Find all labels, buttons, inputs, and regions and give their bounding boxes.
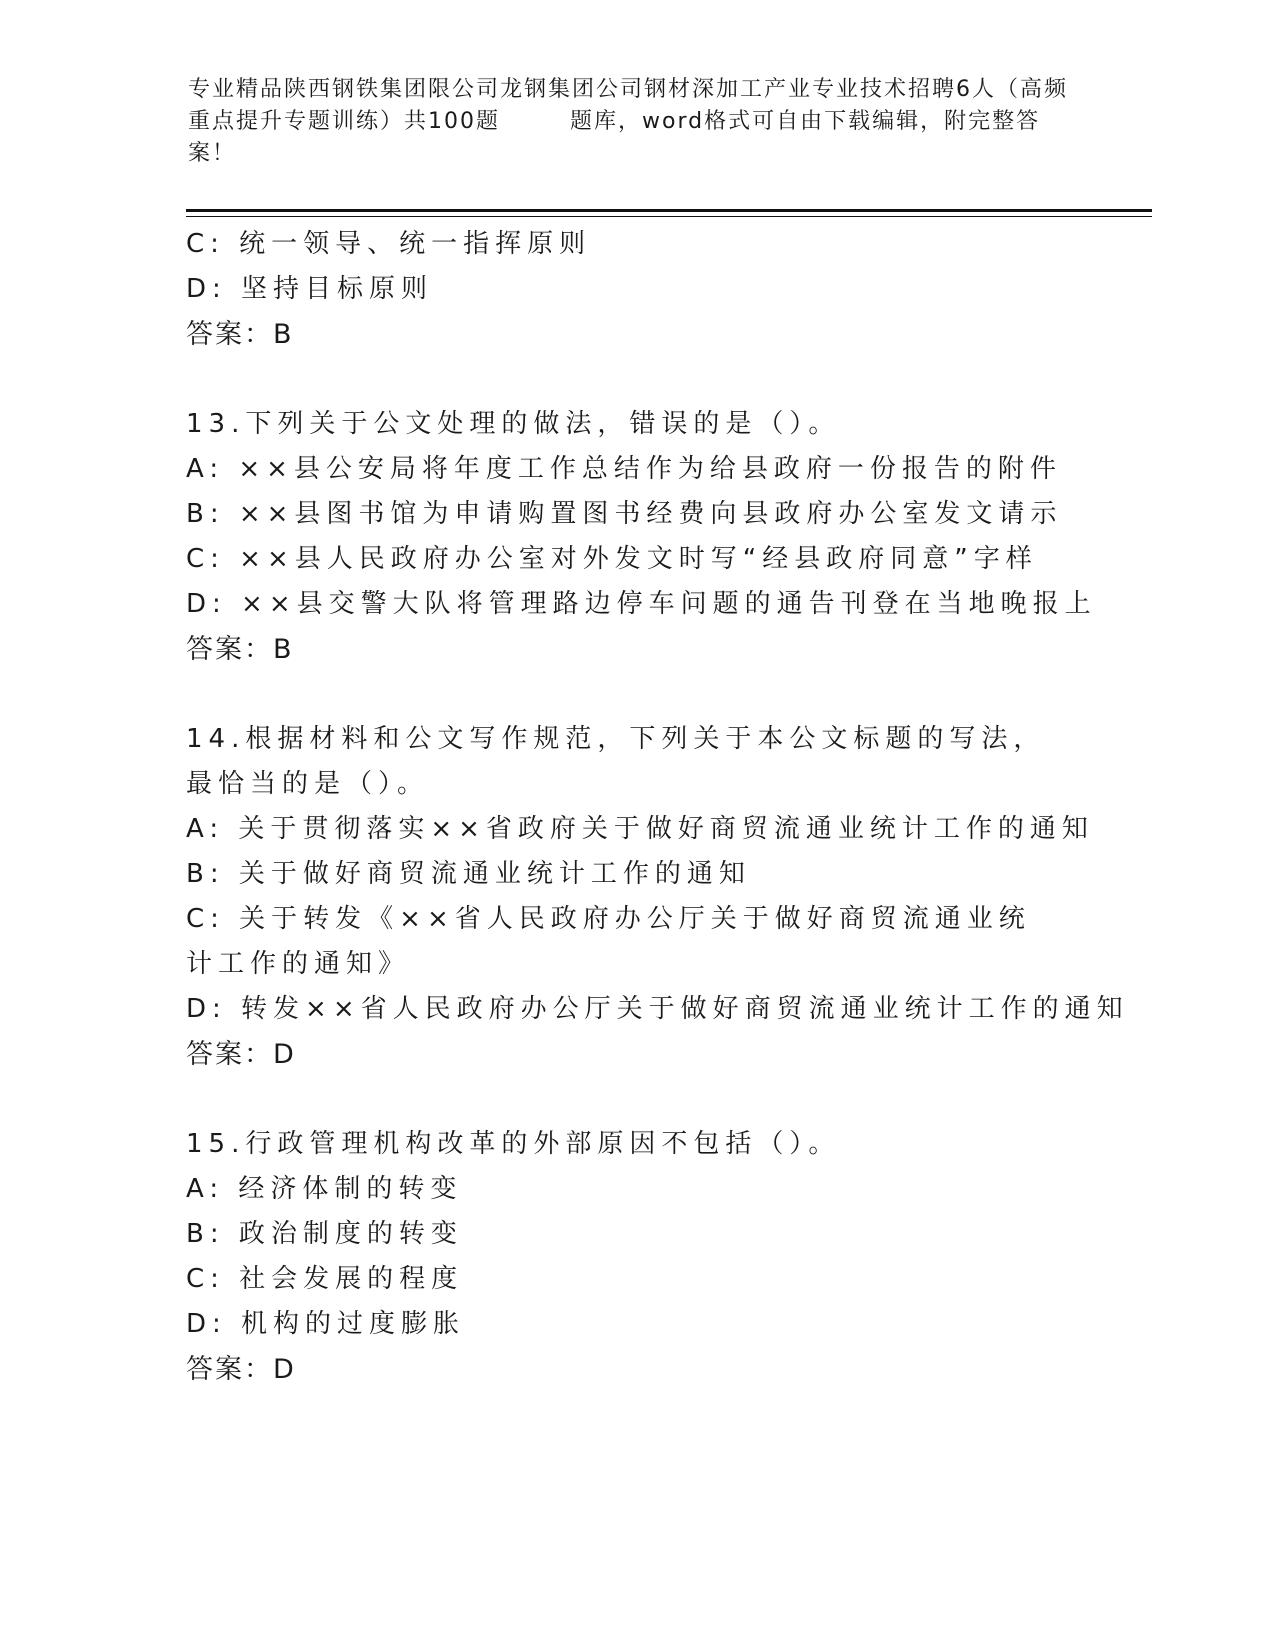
- option-a: A: 经济体制的转变: [186, 1174, 463, 1204]
- answer-line: 答案：D: [186, 1354, 296, 1385]
- question-15: [186, 1122, 1086, 1392]
- question-14: [186, 717, 1129, 1077]
- document-body: [186, 222, 1129, 1392]
- page-header: [188, 74, 1088, 170]
- option-d: D: ××县交警大队将管理路边停车问题的通告刊登在当地晚报上: [186, 589, 1097, 619]
- question-stem: 14.根据材料和公文写作规范，下列关于本公文标题的写法，最恰当的是（）。: [186, 724, 1046, 799]
- answer-line: 答案：B: [186, 319, 294, 350]
- answer-line: 答案：B: [186, 634, 294, 665]
- option-d: D: 机构的过度膨胀: [186, 1309, 466, 1339]
- option-b: B: 关于做好商贸流通业统计工作的通知: [186, 859, 751, 889]
- answer-line: 答案：D: [186, 1039, 296, 1070]
- option-c: C: 社会发展的程度: [186, 1264, 464, 1294]
- option-c: C: 关于转发《××省人民政府办公厅关于做好商贸流通业统计工作的通知》: [186, 904, 1031, 979]
- option-b: B: ××县图书馆为申请购置图书经费向县政府办公室发文请示: [186, 499, 1063, 529]
- header-subtitle: 题库，word格式可自由下载编辑，附完整答案！: [188, 109, 1041, 166]
- header-rule-thick: [186, 209, 1152, 212]
- header-title: 专业精品陕西钢铁集团限公司龙钢集团公司钢材深加工产业专业技术招聘6人（高频重点提升专题训练）共100题: [188, 77, 1068, 134]
- option-c: C: 统一领导、统一指挥原则: [186, 229, 592, 259]
- header-rule-thin: [186, 216, 1152, 217]
- question-stem: 15.行政管理机构改革的外部原因不包括（）。: [186, 1129, 841, 1159]
- continued-question: [186, 222, 1086, 357]
- option-d: D: 坚持目标原则: [186, 274, 434, 304]
- option-a: A: ××县公安局将年度工作总结作为给县政府一份报告的附件: [186, 454, 1062, 484]
- question-stem: 13.下列关于公文处理的做法，错误的是（）。: [186, 409, 841, 439]
- question-13: [186, 402, 1097, 672]
- option-a: A: 关于贯彻落实××省政府关于做好商贸流通业统计工作的通知: [186, 814, 1094, 844]
- option-b: B: 政治制度的转变: [186, 1219, 463, 1249]
- option-d: D: 转发××省人民政府办公厅关于做好商贸流通业统计工作的通知: [186, 994, 1129, 1024]
- option-c: C: ××县人民政府办公室对外发文时写“经县政府同意”字样: [186, 544, 1038, 574]
